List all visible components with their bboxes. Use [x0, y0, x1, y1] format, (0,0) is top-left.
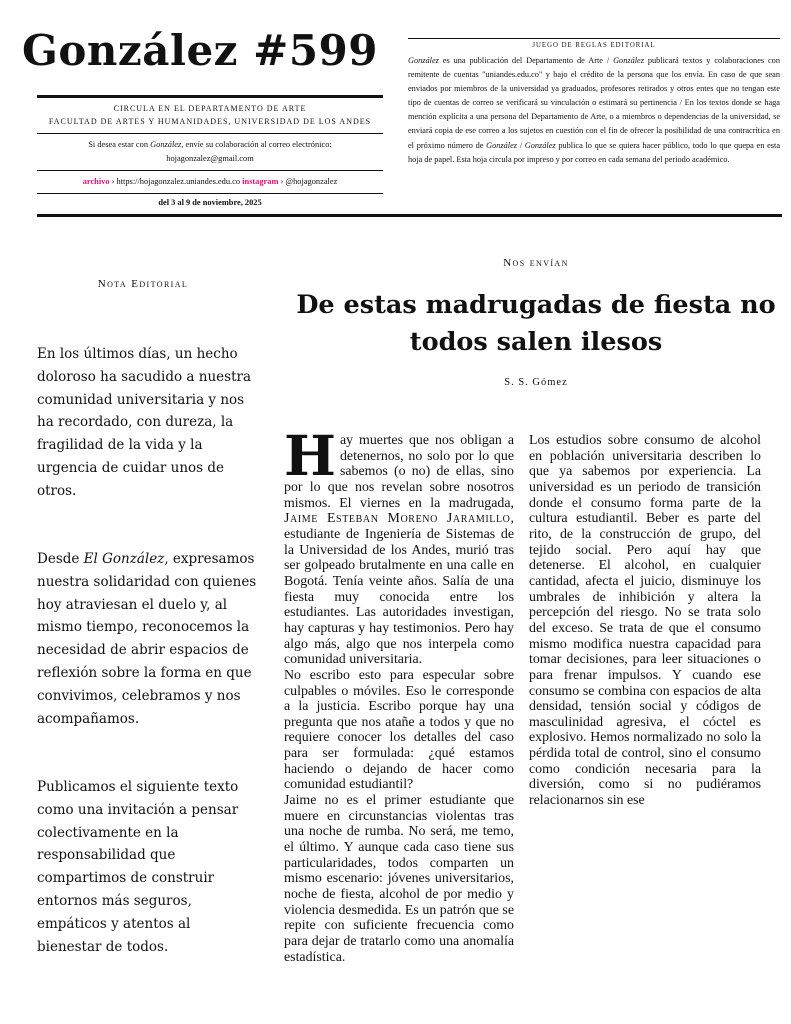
article-column-1 — [284, 423, 514, 965]
instagram-arrow-icon: › — [280, 177, 284, 186]
contact-prefix: Si desea estar con — [88, 140, 151, 149]
article-p1-end: , estudiante de Ingeniería de Sistemas de la Universidad de los Andes, murió tras ser golpeado brutalmente en una calle en Bogotá. Tenía veinte años. Salía de una fiesta muy conocida entre los estudiantes. Las autoridades investigan, hay capturas y hay testimonios. Pero hay algo más, algo que nos interpela como comunidad universitaria. — [284, 511, 514, 668]
rules-pub-name-4: González — [524, 140, 556, 150]
rules-text-2: publicará textos y colaboraciones con remitente de cuentas "uniandes.edu.co" y bajo el crédito de la persona que los envía. En caso de que sean enviados por miembros de la universidad ya graduados, profesores retirados y otros entes que no tengan este tipo de cuentas de correo se verificará su vinculación o estimará su pertinencia / En los textos donde se haga mención explícita a una persona del Departamento de Arte, o a miembros o dependencias de la universidad, se enviará copia de ese correo a los sujetos en cuestión con el fin de ofrecer la posibilidad de una contracrítica en el próximo número de — [408, 56, 780, 150]
archive-label: archivo — [82, 177, 110, 186]
circulation-line-2: FACULTAD DE ARTES Y HUMANIDADES, UNIVERSIDAD DE LOS ANDES — [48, 117, 372, 126]
archive-arrow-icon: › — [111, 177, 115, 186]
editorial-note-p2-suffix: , expresamos nuestra solidaridad con quienes hoy atraviesan el duelo y, al mismo tiempo, reconocemos la necesidad de abrir espacios de reflexión sobre la forma en que convivimos, celebramos y nos acompañamos. — [37, 551, 257, 727]
editorial-note-publication-name: El González — [83, 551, 165, 567]
issue-dates: del 3 al 9 de noviembre, 2025 — [158, 198, 262, 207]
contact-suffix: , envíe su colaboración al correo electrónico: — [181, 140, 332, 149]
editorial-note-paragraph-3: Publicamos el siguiente texto como una invitación a pensar colectivamente en la responsabilidad que compartimos de construir entornos más seguros, empáticos y atentos al bienestar de todos. — [37, 779, 239, 955]
contact-publication-name: González — [150, 140, 182, 149]
rules-pub-name-3: González — [486, 140, 518, 150]
contact-email[interactable]: hojagonzalez@gmail.com — [166, 154, 254, 163]
editorial-note-label: Nota Editorial — [97, 278, 189, 290]
rules-pub-name-1: González — [408, 56, 439, 65]
masthead-title: González #599 — [22, 26, 378, 75]
article-section-label: Nos envían — [503, 257, 569, 269]
drop-cap: H — [284, 423, 336, 488]
rules-heading: JUEGO DE REGLAS EDITORIAL — [532, 42, 656, 49]
rules-text-3: / — [517, 140, 525, 150]
masthead-rule-4 — [37, 193, 383, 194]
circulation-line-1: CIRCULA EN EL DEPARTAMENTO DE ARTE — [113, 104, 307, 113]
article-p1-start: ay muertes que nos obligan a detenernos, no solo por lo que sabemos (o no) de ellas, sino por lo que nos revelan sobre nosotros mismos. El viernes en la madrugada, — [284, 433, 514, 511]
masthead-rule-top — [37, 95, 383, 98]
contact-line — [37, 139, 383, 151]
instagram-link[interactable]: @hojagonzalez — [285, 177, 338, 186]
masthead-rule-2 — [37, 133, 383, 134]
instagram-label: instagram — [242, 177, 279, 186]
article-paragraph-4: Los estudios sobre consumo de alcohol en población universitaria describen lo que ya sabemos por experiencia. La universidad es un periodo de transición donde el consumo forma parte de la cultura estudiantil. Beber es parte del rito, de la construcción de grupo, del tejido social. Pero aquí hay que detenerse. El alcohol, en cualquier cantidad, afecta el juicio, disminuye los umbrales de inhibición y altera la percepción del riesgo. No se trata solo del exceso. Se trata de que el consumo mismo modifica nuestra capacidad para tomar decisiones, para leer situaciones o para frenar impulsos. Y cuando ese consumo se combina con espacios de alta densidad, tensión social y códigos de masculinidad agresiva, el cóctel es explosivo. Hemos normalizado no solo la pérdida total de control, sino el consumo como condición necesaria para la diversión, como si no pudiéramos relacionarnos sin ese — [529, 433, 761, 809]
editorial-note-paragraph-1: En los últimos días, un hecho doloroso ha sacudido a nuestra comunidad universitaria y nos ha recordado, con dureza, la fragilidad de la vida y la urgencia de cuidar unos de otros. — [37, 346, 252, 499]
masthead-rule-3 — [37, 170, 383, 171]
article-byline: S. S. Gómez — [504, 377, 568, 388]
article-column-2 — [529, 433, 761, 809]
rules-text-1: es una publicación del Departamento de Arte / — [438, 56, 614, 65]
article-paragraph-1 — [284, 423, 514, 668]
rules-body — [408, 54, 780, 167]
editorial-note-paragraph-2 — [37, 548, 259, 730]
links-line — [37, 176, 383, 188]
rules-text-4: publica lo que se quiera hacer público, todo lo que quepa en esta hoja de papel. Esta hoja circula por impreso y por correo en cada semana del periodo académico. — [408, 140, 780, 164]
editorial-note-p2-prefix: Desde — [37, 551, 84, 567]
victim-name: Jaime Esteban Moreno Jaramillo — [284, 511, 511, 527]
article-paragraph-2: No escribo esto para especular sobre culpables o móviles. Eso le corresponde a la justicia. Escribo porque hay una pregunta que nos atañe a todos y que no requiere conocer los detalles del caso para ser formulada: ¿qué estamos haciendo o dejando de hacer como comunidad estudiantil? — [284, 667, 514, 793]
archive-link[interactable]: https://hojagonzalez.uniandes.edu.co — [116, 177, 241, 186]
article-headline: De estas madrugadas de fiesta no todos salen ilesos — [296, 290, 776, 357]
header-divider — [37, 214, 782, 217]
rules-pub-name-2: González — [613, 56, 644, 65]
article-paragraph-3: Jaime no es el primer estudiante que muere en circunstancias violentas tras una noche de rumba. No será, me temo, el último. Y aunque cada caso tiene sus particularidades, todos comparten un mismo escenario: jóvenes universitarios, noche de fiesta, alcohol de por medio y violencia desmedida. Es un patrón que se repite con suficiente frecuencia como para dejar de tratarlo como una anomalía estadística. — [284, 793, 514, 965]
rules-box-top-rule — [408, 38, 780, 39]
